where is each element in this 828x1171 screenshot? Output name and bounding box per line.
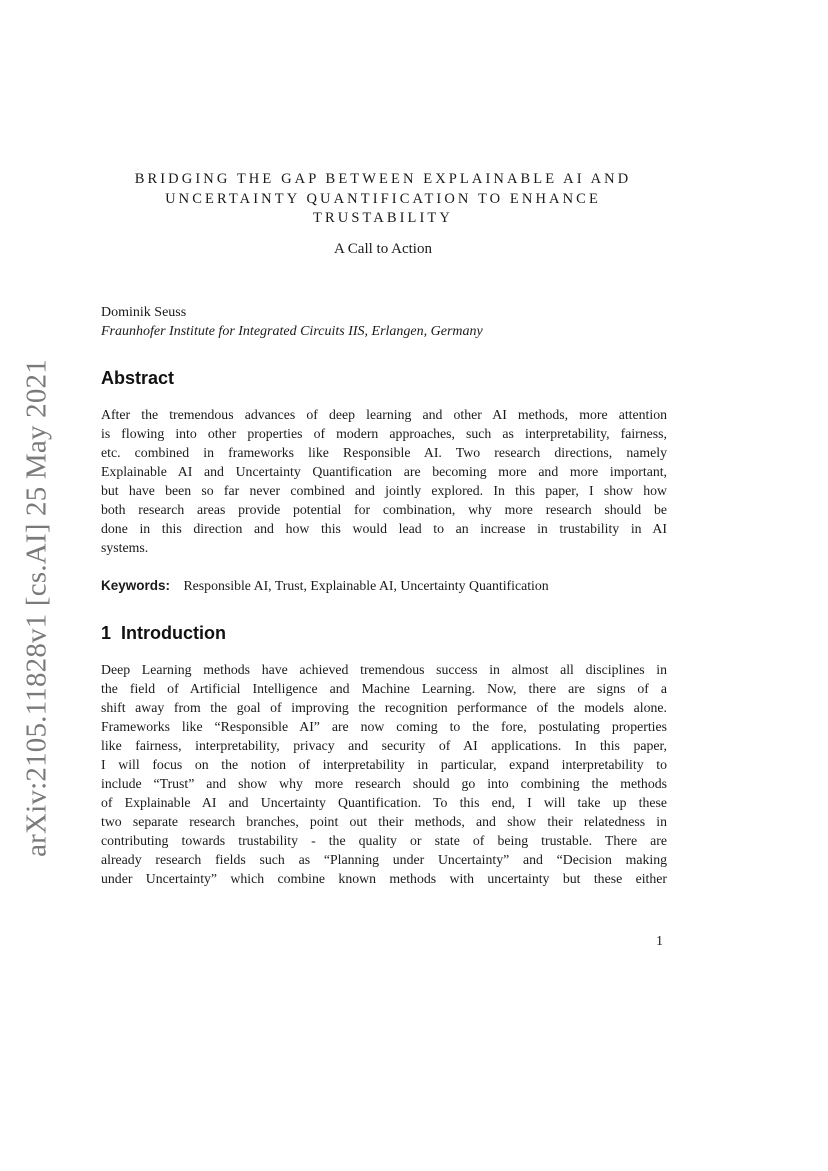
intro-line: contributing towards trustability - the quality or state of being trustable. There are [101, 833, 667, 848]
abstract-line: both research areas provide potential for combination, why more research should be [101, 502, 667, 517]
intro-line: Frameworks like “Responsible AI” are now coming to the fore, postulating properties [101, 719, 667, 734]
intro-line: the field of Artificial Intelligence and Machine Learning. Now, there are signs of a [101, 681, 667, 696]
title-line: UNCERTAINTY QUANTIFICATION TO ENHANCE [165, 190, 601, 207]
abstract-line: done in this direction and how this would lead to an increase in trustability in AI [101, 521, 667, 536]
abstract-heading: Abstract [101, 368, 175, 388]
intro-line: two separate research branches, point out their methods, and show their relatedness in [101, 814, 667, 829]
paper-subtitle: A Call to Action [334, 241, 432, 257]
keywords [101, 578, 549, 594]
abstract-line: etc. combined in frameworks like Responsible AI. Two research directions, namely [101, 445, 667, 460]
intro-line: of Explainable AI and Uncertainty Quantification. To this end, I will take up these [101, 795, 667, 810]
abstract-line: Explainable AI and Uncertainty Quantification are becoming more and more important, [101, 464, 667, 479]
section-title: Introduction [121, 623, 226, 643]
author-name: Dominik Seuss [101, 305, 187, 320]
intro-line: include “Trust” and show why more research should go into combining the methods [101, 776, 667, 791]
page-number: 1 [656, 934, 663, 949]
author-affiliation: Fraunhofer Institute for Integrated Circuits IIS, Erlangen, Germany [101, 324, 483, 339]
section-number: 1 [101, 623, 112, 643]
abstract-body [101, 405, 667, 557]
intro-line: Deep Learning methods have achieved tremendous success in almost all disciplines in [101, 662, 667, 677]
title-line: TRUSTABILITY [313, 210, 453, 226]
intro-line: I will focus on the notion of interpretability in particular, expand interpretability to [101, 757, 667, 772]
intro-line: like fairness, interpretability, privacy and security of AI applications. In this paper, [101, 738, 667, 753]
intro-line: under Uncertainty” which combine known methods with uncertainty but these either [101, 871, 667, 886]
intro-line: shift away from the goal of improving the recognition performance of the models alone. [101, 700, 667, 715]
abstract-line: but have been so far never combined and jointly explored. In this paper, I show how [101, 483, 667, 498]
intro-line: already research fields such as “Planning under Uncertainty” and “Decision making [101, 852, 667, 867]
keywords-label: Keywords: [101, 578, 171, 593]
paper-title [100, 170, 666, 229]
introduction-body [101, 660, 667, 888]
introduction-heading [101, 623, 226, 644]
abstract-line: is flowing into other properties of modern approaches, such as interpretability, fairness, [101, 426, 667, 441]
title-line: BRIDGING THE GAP BETWEEN EXPLAINABLE AI AND [134, 171, 632, 187]
arxiv-identifier-stamp: arXiv:2105.11828v1 [cs.AI] 25 May 2021 [20, 359, 53, 857]
abstract-line: After the tremendous advances of deep learning and other AI methods, more attention [101, 407, 667, 422]
keywords-value: Responsible AI, Trust, Explainable AI, Uncertainty Quantification [183, 578, 549, 593]
abstract-line: systems. [101, 540, 149, 555]
